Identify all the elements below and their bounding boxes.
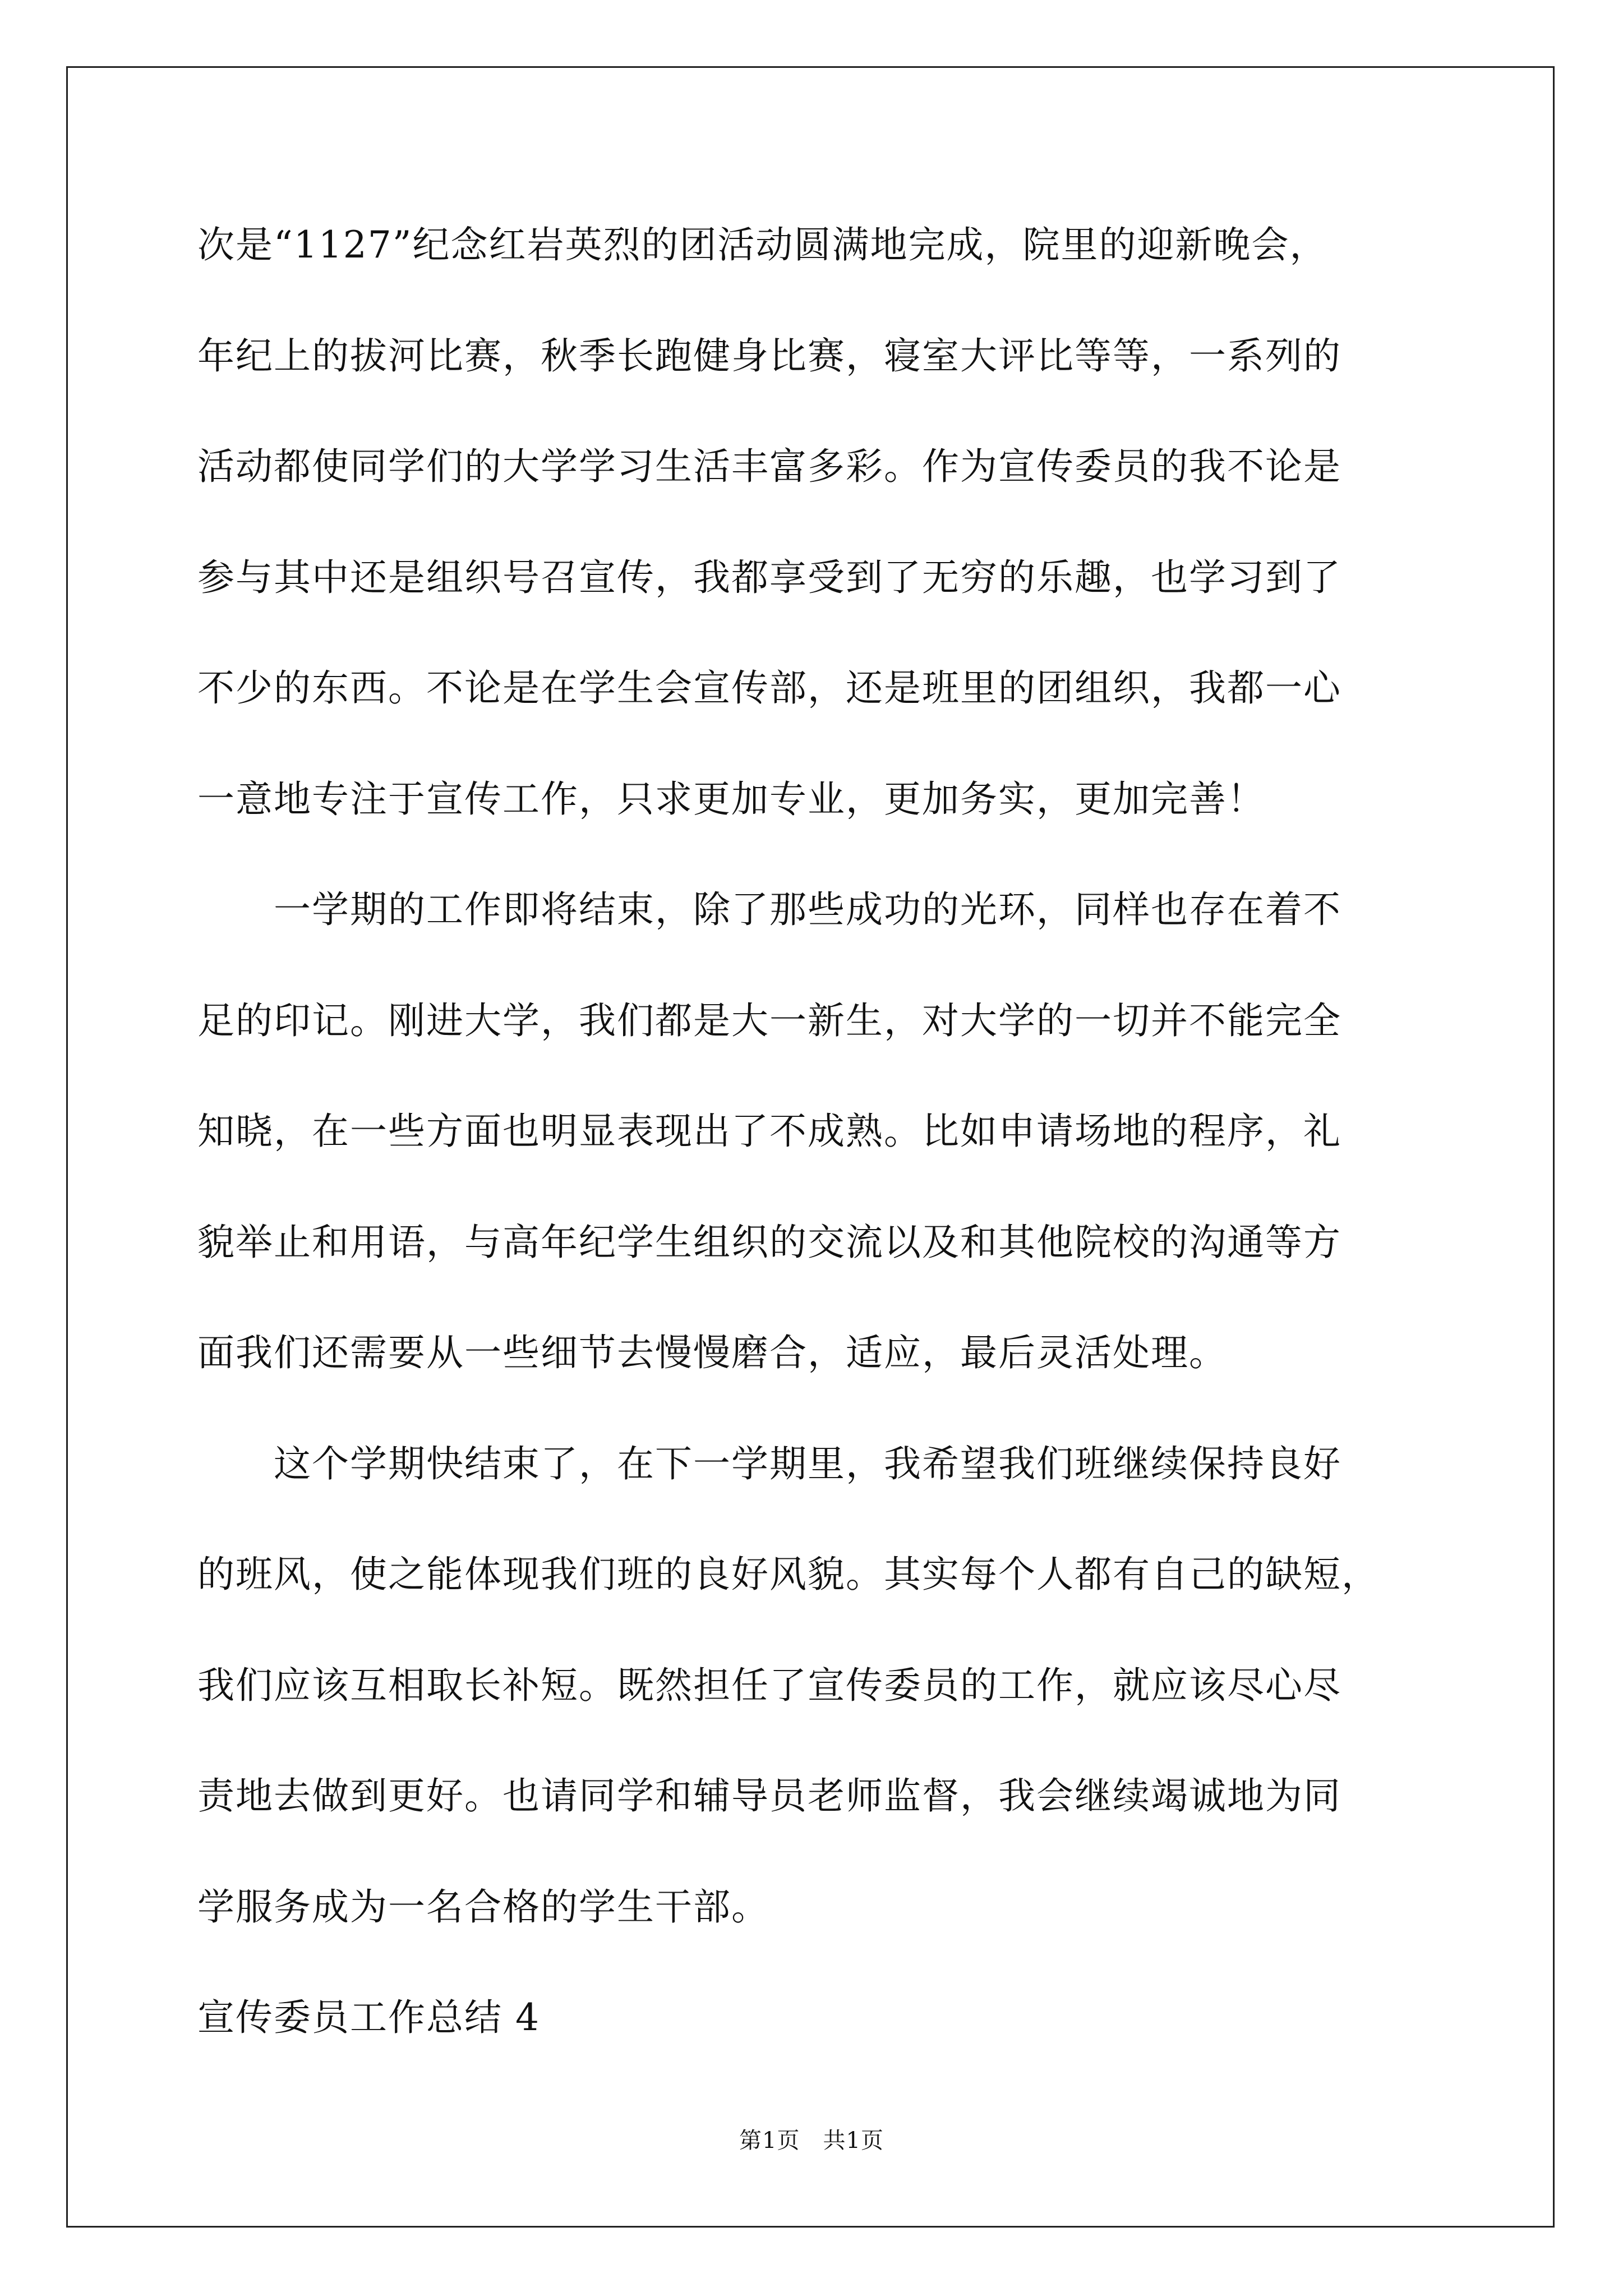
body-line: 不少的东西。不论是在学生会宣传部，还是班里的团组织，我都一心 (197, 666, 1341, 710)
body-line: 年纪上的拔河比赛，秋季长跑健身比赛，寝室大评比等等，一系列的 (197, 334, 1341, 378)
body-line: 活动都使同学们的大学学习生活丰富多彩。作为宣传委员的我不论是 (197, 445, 1341, 488)
body-line: 责地去做到更好。也请同学和辅导员老师监督，我会继续竭诚地为同 (197, 1774, 1341, 1818)
body-line: 貌举止和用语，与高年纪学生组织的交流以及和其他院校的沟通等方 (197, 1221, 1341, 1264)
page-footer: 第1页 共1页 (739, 2128, 884, 2154)
body-line: 次是“1127”纪念红岩英烈的团活动圆满地完成，院里的迎新晚会， (197, 223, 1328, 266)
body-line: 参与其中还是组织号召宣传，我都享受到了无穷的乐趣，也学习到了 (197, 556, 1341, 599)
body-line: 一学期的工作即将结束，除了那些成功的光环，同样也存在着不 (197, 888, 1341, 931)
body-line: 一意地专注于宣传工作，只求更加专业，更加务实，更加完善！ (197, 777, 1265, 821)
body-line: 足的印记。刚进大学，我们都是大一新生，对大学的一切并不能完全 (197, 999, 1341, 1042)
body-line: 面我们还需要从一些细节去慢慢磨合，适应，最后灵活处理。 (197, 1331, 1227, 1374)
body-line: 的班风，使之能体现我们班的良好风貌。其实每个人都有自己的缺短， (197, 1553, 1380, 1596)
body-line: 学服务成为一名合格的学生干部。 (197, 1885, 769, 1929)
body-line: 知晓，在一些方面也明显表现出了不成熟。比如申请场地的程序，礼 (197, 1110, 1341, 1153)
body-line: 我们应该互相取长补短。既然担任了宣传委员的工作，就应该尽心尽 (197, 1664, 1341, 1707)
section-heading: 宣传委员工作总结 4 (197, 1996, 540, 2039)
body-line: 这个学期快结束了，在下一学期里，我希望我们班继续保持良好 (197, 1442, 1341, 1485)
